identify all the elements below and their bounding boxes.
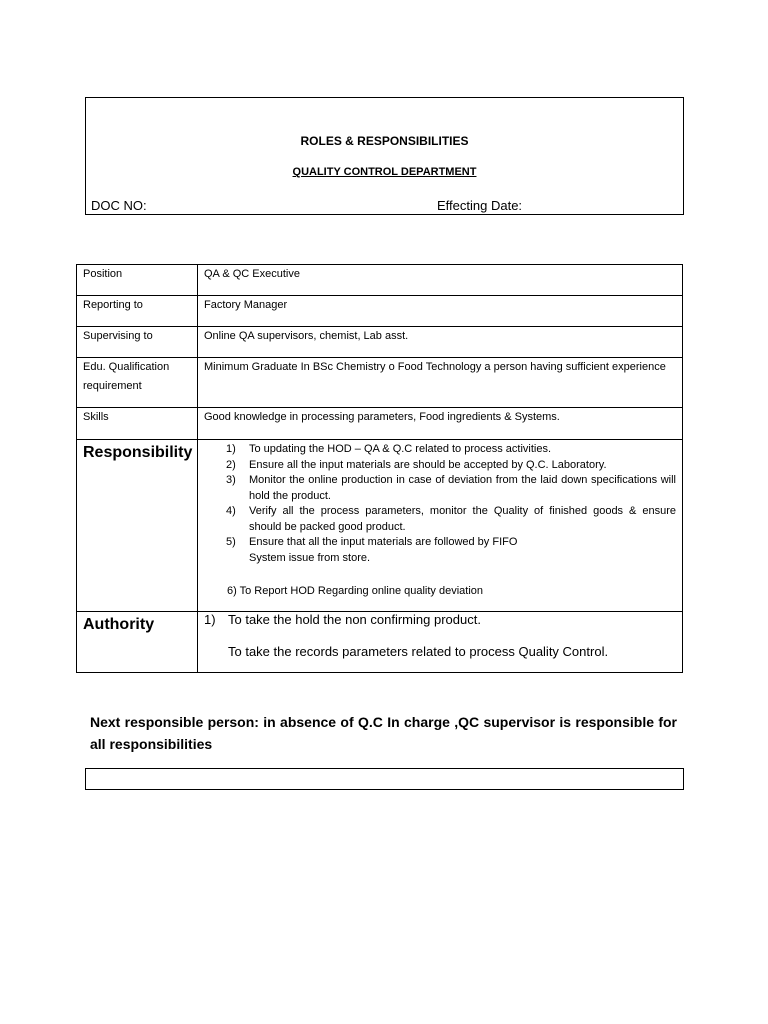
document-header-box <box>85 97 684 215</box>
responsibility-item-6: 6) To Report HOD Regarding online quality deviation <box>227 585 483 597</box>
authority-label: Authority <box>83 616 155 633</box>
authority-value-cell <box>198 612 683 673</box>
table-row-responsibility <box>77 440 683 612</box>
doc-no-label: DOC NO: <box>91 198 147 213</box>
list-item: System issue from store. <box>249 551 371 564</box>
reporting-label: Reporting to <box>77 296 198 327</box>
table-row-position <box>77 265 683 296</box>
table-row-skills <box>77 408 683 440</box>
table-row-education <box>77 358 683 408</box>
list-item: 1) To updating the HOD – QA & Q.C related to process activities. <box>226 443 552 455</box>
reporting-value: Factory Manager <box>198 296 683 327</box>
list-item: 5) Ensure that all the input materials are followed by FIFO <box>226 536 518 548</box>
position-value: QA & QC Executive <box>198 265 683 296</box>
list-item: 4) Verify all the process parameters, monitor the Quality of finished goods & ensure should be packed good product. <box>226 505 676 533</box>
table-row-reporting <box>77 296 683 327</box>
education-label-line1: Edu. Qualification <box>83 361 170 373</box>
position-label: Position <box>77 265 198 296</box>
table-row-supervising <box>77 327 683 358</box>
document-title: ROLES & RESPONSIBILITIES <box>300 134 469 148</box>
roles-table <box>76 264 683 673</box>
education-label <box>77 358 198 408</box>
supervising-value: Online QA supervisors, chemist, Lab asst. <box>198 327 683 358</box>
education-label-line2: requirement <box>83 380 142 392</box>
empty-box <box>85 768 684 790</box>
responsibility-label: Responsibility <box>83 444 193 461</box>
effecting-date-label: Effecting Date: <box>437 198 523 213</box>
responsibility-value-cell <box>198 440 683 612</box>
table-row-authority <box>77 612 683 673</box>
supervising-label: Supervising to <box>77 327 198 358</box>
responsibility-list <box>204 442 676 566</box>
responsibility-label-cell <box>77 440 198 612</box>
authority-item-1: 1) To take the hold the non confirming product. <box>204 612 481 627</box>
list-item: 2) Ensure all the input materials are should be accepted by Q.C. Laboratory. <box>226 458 607 471</box>
next-responsible-person: Next responsible person: in absence of Q.C In charge ,QC supervisor is responsible for all responsibilities <box>90 714 677 752</box>
skills-label: Skills <box>77 408 198 440</box>
authority-label-cell <box>77 612 198 673</box>
list-item: 3) Monitor the online production in case of deviation from the laid down specifications will hold the product. <box>226 474 676 502</box>
department-subtitle: QUALITY CONTROL DEPARTMENT <box>292 166 477 178</box>
skills-value: Good knowledge in processing parameters, Food ingredients & Systems. <box>198 408 683 440</box>
education-value: Minimum Graduate In BSc Chemistry o Food Technology a person having sufficient experience <box>198 358 683 408</box>
authority-item-2: To take the records parameters related to process Quality Control. <box>228 644 609 659</box>
